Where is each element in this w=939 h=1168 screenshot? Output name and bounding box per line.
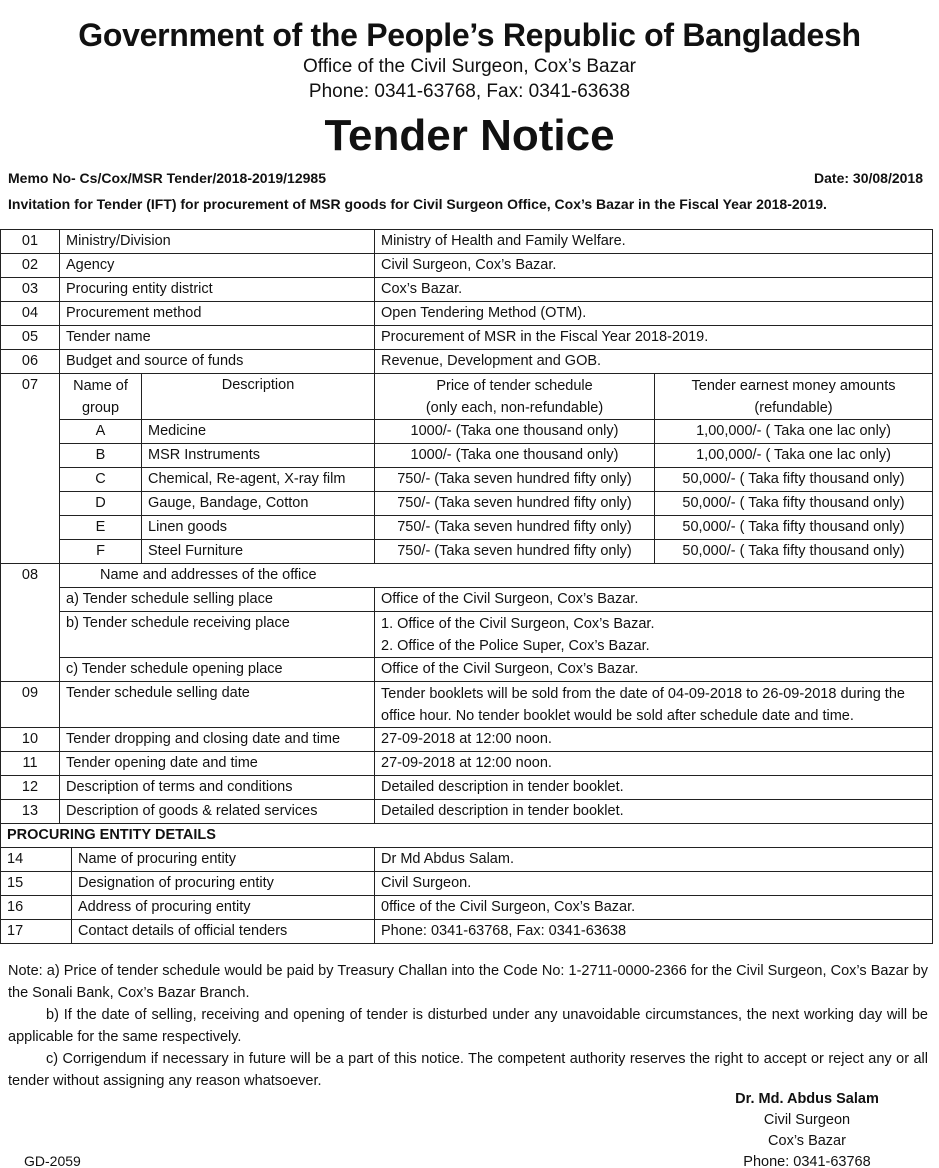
table-row [1,920,933,944]
group-description: Linen goods [142,516,375,540]
table-row [1,872,933,896]
row-label: Budget and source of funds [60,350,375,374]
row-value: 27-09-2018 at 12:00 noon. [375,752,933,776]
row-number: 02 [1,254,60,278]
group-row [1,540,933,564]
row-number: 01 [1,230,60,254]
table-row [1,278,933,302]
group-description: Steel Furniture [142,540,375,564]
government-heading: Government of the People’s Republic of Bangladesh [78,17,861,53]
group-row [1,420,933,444]
row-value: Tender booklets will be sold from the date of 04-09-2018 to 26-09-2018 during the office hour. No tender booklet would be sold after schedule date and time. [375,682,933,728]
row-number: 04 [1,302,60,326]
notes-section [8,960,928,1092]
signature-block [712,1089,902,1168]
row-label: Procuring entity district [60,278,375,302]
row-label: Agency [60,254,375,278]
office-heading-row [1,564,933,588]
earnest-header: Tender earnest money amounts (refundable) [655,374,933,420]
group-earnest: 50,000/- ( Taka fifty thousand only) [655,468,933,492]
table-row [1,326,933,350]
receiving-place-value: 1. Office of the Civil Surgeon, Cox’s Bazar. 2. Office of the Police Super, Cox’s Bazar. [375,612,933,658]
row-label: Description of goods & related services [60,800,375,824]
row-label: Name of procuring entity [72,848,375,872]
row-label: Procurement method [60,302,375,326]
row-label: Tender dropping and closing date and time [60,728,375,752]
group-code: C [60,468,142,492]
row-number: 15 [1,872,72,896]
group-row [1,468,933,492]
row-value: Cox’s Bazar. [375,278,933,302]
table-row [1,254,933,278]
row-number: 06 [1,350,60,374]
office-heading: Name and addresses of the office [60,564,933,588]
table-row [1,800,933,824]
row-label: Contact details of official tenders [72,920,375,944]
group-description: Chemical, Re-agent, X-ray film [142,468,375,492]
table-row [1,612,933,658]
group-earnest: 50,000/- ( Taka fifty thousand only) [655,516,933,540]
price-header: Price of tender schedule (only each, non-refundable) [375,374,655,420]
table-row [1,658,933,682]
row-number: 14 [1,848,72,872]
group-earnest: 1,00,000/- ( Taka one lac only) [655,444,933,468]
row-number: 16 [1,896,72,920]
row-number: 03 [1,278,60,302]
group-earnest: 50,000/- ( Taka fifty thousand only) [655,540,933,564]
row-value: Phone: 0341-63768, Fax: 0341-63638 [375,920,933,944]
opening-place-value: Office of the Civil Surgeon, Cox’s Bazar. [375,658,933,682]
table-row [1,350,933,374]
group-row [1,516,933,540]
group-price: 750/- (Taka seven hundred fifty only) [375,468,655,492]
group-header-row [1,374,933,420]
row-value: Revenue, Development and GOB. [375,350,933,374]
receiving-place-label: b) Tender schedule receiving place [60,612,375,658]
group-row [1,492,933,516]
group-price: 1000/- (Taka one thousand only) [375,444,655,468]
row-number: 13 [1,800,60,824]
row-number: 08 [1,564,60,682]
memo-row [0,170,939,190]
row-value: Civil Surgeon, Cox’s Bazar. [375,254,933,278]
gd-number: GD-2059 [24,1153,81,1168]
row-label: Tender name [60,326,375,350]
group-name-header: Name of group [60,374,142,420]
invitation-line: Invitation for Tender (IFT) for procurement of MSR goods for Civil Surgeon Office, Cox’s Bazar in the Fiscal Year 2018-2019. [8,196,827,212]
row-value: Open Tendering Method (OTM). [375,302,933,326]
memo-number: Memo No- Cs/Cox/MSR Tender/2018-2019/12985 [8,170,326,186]
opening-place-label: c) Tender schedule opening place [60,658,375,682]
group-code: D [60,492,142,516]
row-label: Address of procuring entity [72,896,375,920]
group-row [1,444,933,468]
signatory-phone: Phone: 0341-63768 [743,1154,871,1168]
table-row [1,728,933,752]
office-phone-fax: Phone: 0341-63768, Fax: 0341-63638 [308,81,631,102]
row-value: Detailed description in tender booklet. [375,800,933,824]
row-number: 11 [1,752,60,776]
group-code: F [60,540,142,564]
group-price: 1000/- (Taka one thousand only) [375,420,655,444]
notice-date: Date: 30/08/2018 [814,170,923,186]
row-value: Detailed description in tender booklet. [375,776,933,800]
row-number: 12 [1,776,60,800]
note-a: Note: a) Price of tender schedule would be paid by Treasury Challan into the Code No: 1-2711-0000-2366 for the Civil Surgeon, Cox’s Bazar by the Sonali Bank, Cox’s Bazar Branch. [8,963,928,1001]
group-earnest: 50,000/- ( Taka fifty thousand only) [655,492,933,516]
selling-place-value: Office of the Civil Surgeon, Cox’s Bazar. [375,588,933,612]
group-description: Medicine [142,420,375,444]
office-name: Office of the Civil Surgeon, Cox’s Bazar [302,56,636,77]
table-row [1,896,933,920]
procuring-heading-row [1,824,933,848]
row-number: 10 [1,728,60,752]
procuring-heading: PROCURING ENTITY DETAILS [1,824,933,848]
table-row [1,230,933,254]
row-label: Description of terms and conditions [60,776,375,800]
row-value: Ministry of Health and Family Welfare. [375,230,933,254]
page-title: Tender Notice [324,111,615,160]
row-label: Ministry/Division [60,230,375,254]
row-value: Procurement of MSR in the Fiscal Year 2018-2019. [375,326,933,350]
group-description: MSR Instruments [142,444,375,468]
tender-details-table [0,229,933,944]
table-row [1,682,933,728]
row-value: Dr Md Abdus Salam. [375,848,933,872]
row-number: 07 [1,374,60,564]
row-label: Tender opening date and time [60,752,375,776]
table-row [1,588,933,612]
signatory-place: Cox’s Bazar [768,1133,846,1149]
row-number: 05 [1,326,60,350]
table-row [1,752,933,776]
row-label: Tender schedule selling date [60,682,375,728]
group-code: B [60,444,142,468]
row-number: 09 [1,682,60,728]
group-earnest: 1,00,000/- ( Taka one lac only) [655,420,933,444]
group-price: 750/- (Taka seven hundred fifty only) [375,540,655,564]
note-c: c) Corrigendum if necessary in future will be a part of this notice. The competent authority reserves the right to accept or reject any or all tender without assigning any reason whatsoever. [8,1051,928,1089]
description-header: Description [142,374,375,420]
group-code: A [60,420,142,444]
row-value: Civil Surgeon. [375,872,933,896]
notice-header [0,0,939,164]
group-code: E [60,516,142,540]
group-price: 750/- (Taka seven hundred fifty only) [375,492,655,516]
row-value: 27-09-2018 at 12:00 noon. [375,728,933,752]
signatory-designation: Civil Surgeon [763,1112,851,1128]
table-row [1,302,933,326]
note-b: b) If the date of selling, receiving and opening of tender is disturbed under any unavoidable circumstances, the next working day will be applicable for the same respectively. [8,1007,928,1045]
table-row [1,848,933,872]
row-value: 0ffice of the Civil Surgeon, Cox’s Bazar. [375,896,933,920]
selling-place-label: a) Tender schedule selling place [60,588,375,612]
table-row [1,776,933,800]
group-price: 750/- (Taka seven hundred fifty only) [375,516,655,540]
row-number: 17 [1,920,72,944]
row-label: Designation of procuring entity [72,872,375,896]
group-description: Gauge, Bandage, Cotton [142,492,375,516]
signatory-name: Dr. Md. Abdus Salam [735,1091,879,1107]
